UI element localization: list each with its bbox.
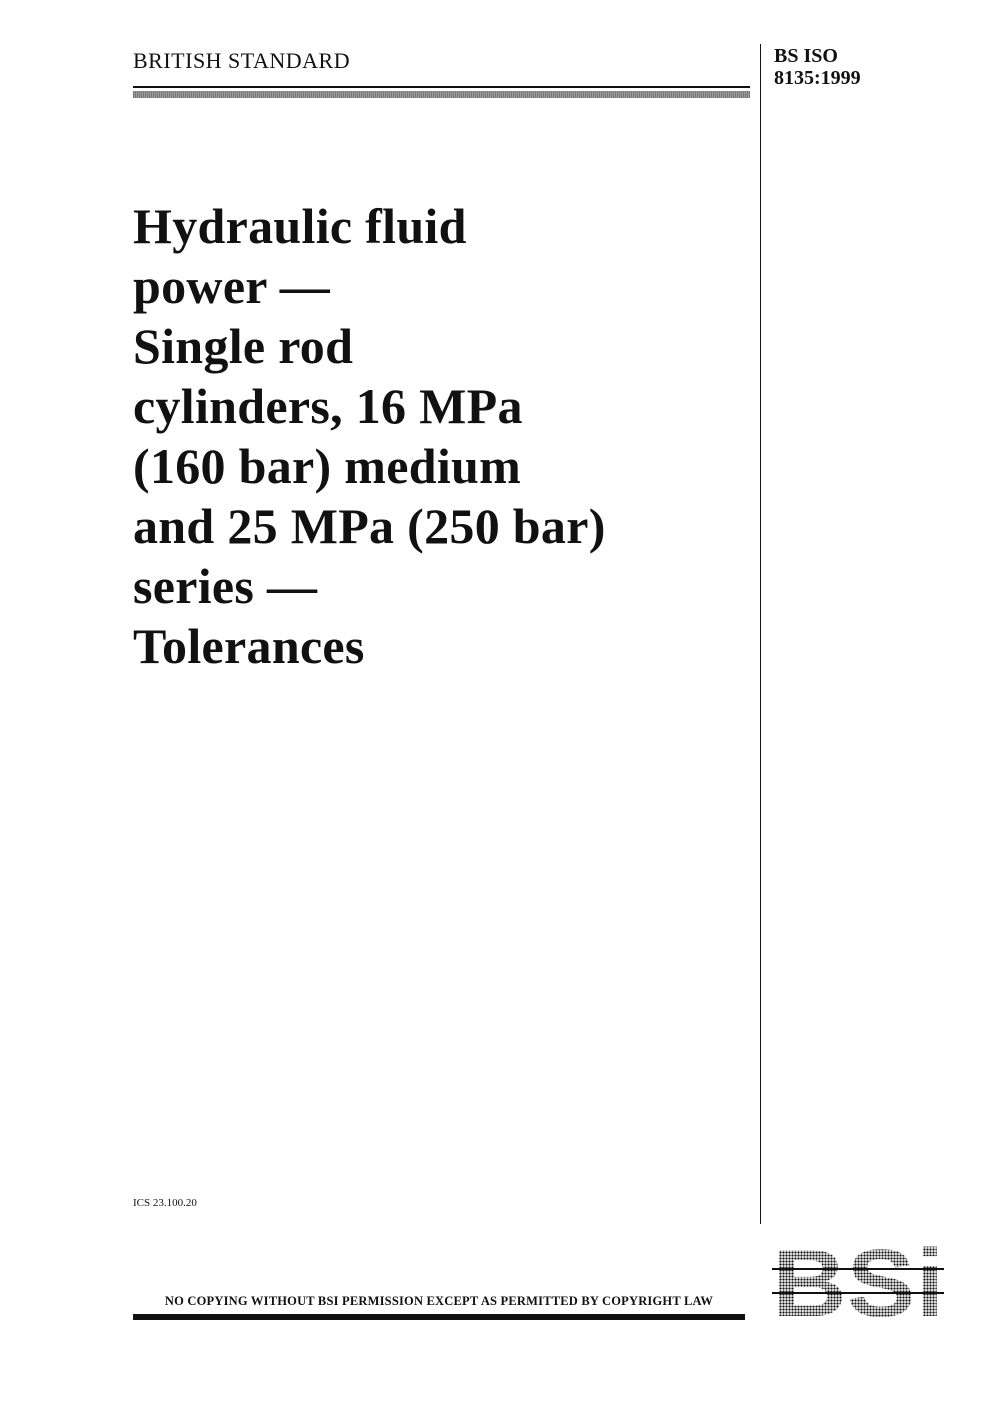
footer-rule xyxy=(133,1314,745,1320)
document-title xyxy=(133,196,743,676)
title-line: and 25 MPa (250 bar) xyxy=(133,498,606,554)
header-rule-thin xyxy=(133,86,750,88)
title-line: Hydraulic fluid xyxy=(133,198,467,254)
standard-number xyxy=(774,46,861,89)
title-line: (160 bar) medium xyxy=(133,438,522,494)
standard-year-number: 8135:1999 xyxy=(774,66,861,89)
vertical-divider xyxy=(760,44,761,1224)
bsi-logo-icon xyxy=(770,1242,946,1320)
document-series-label: BRITISH STANDARD xyxy=(133,48,351,73)
ics-code: ICS 23.100.20 xyxy=(133,1197,197,1209)
title-line: power — xyxy=(133,258,330,314)
title-line: Tolerances xyxy=(133,618,365,674)
copyright-notice: NO COPYING WITHOUT BSI PERMISSION EXCEPT AS PERMITTED BY COPYRIGHT LAW xyxy=(164,1294,714,1308)
standard-code: BS ISO xyxy=(774,45,838,67)
title-line: cylinders, 16 MPa xyxy=(133,378,523,434)
title-line: series — xyxy=(133,558,318,614)
title-line: Single rod xyxy=(133,318,354,374)
header-rule-thick xyxy=(133,91,750,98)
